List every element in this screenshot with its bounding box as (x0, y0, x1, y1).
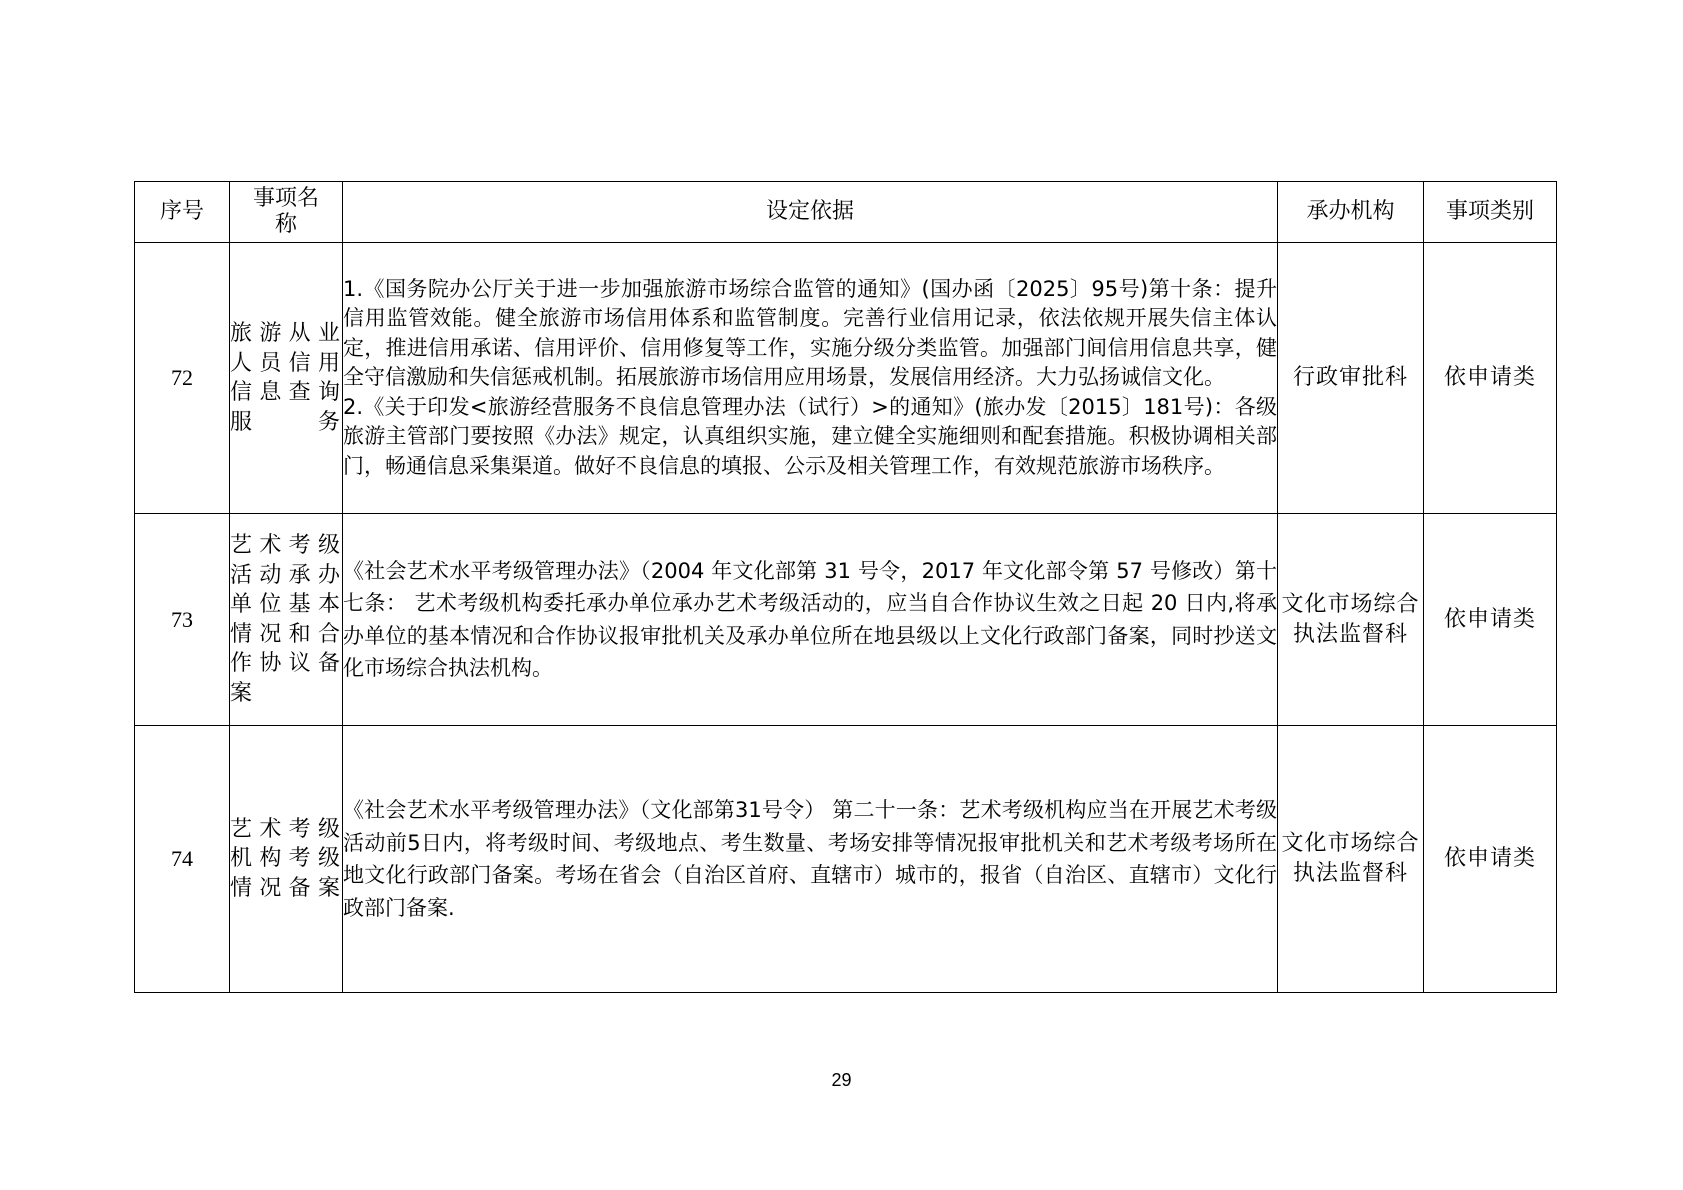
table-row (135, 514, 1557, 726)
row-index: 72 (135, 243, 230, 514)
row-name: 艺术考级活动承办单位基本情况和合作协议备案 (230, 514, 343, 726)
basis-paragraph: 《社会艺术水平考级管理办法》（文化部第31号令） 第二十一条：艺术考级机构应当在开展艺术考级活动前5日内，将考级时间、考级地点、考生数量、考场安排等情况报审批机关和艺术考级考场所在地文化行政部门备案。考场在省会（自治区首府、直辖市）城市的，报省（自治区、直辖市）文化行政部门备案. (343, 798, 1277, 920)
row-name: 旅游从业人员信用信息查询服务 (230, 243, 343, 514)
row-index: 74 (135, 726, 230, 993)
row-type: 依申请类 (1424, 243, 1557, 514)
row-org: 文化市场综合执法监督科 (1278, 726, 1424, 993)
table-row (135, 243, 1557, 514)
row-basis (343, 243, 1278, 514)
row-type: 依申请类 (1424, 514, 1557, 726)
basis-paragraph-2: 2.《关于印发<旅游经营服务不良信息管理办法（试行）>的通知》(旅办发〔2015〕181号)：各级旅游主管部门要按照《办法》规定，认真组织实施，建立健全实施细则和配套措施。积极协调相关部门，畅通信息采集渠道。做好不良信息的填报、公示及相关管理工作，有效规范旅游市场秩序。 (343, 394, 1277, 478)
row-basis (343, 514, 1278, 726)
header-type: 事项类别 (1424, 182, 1557, 243)
row-org: 文化市场综合执法监督科 (1278, 514, 1424, 726)
row-type: 依申请类 (1424, 726, 1557, 993)
row-name: 艺术考级机构考级情况备案 (230, 726, 343, 993)
row-index: 73 (135, 514, 230, 726)
row-org: 行政审批科 (1278, 243, 1424, 514)
row-basis (343, 726, 1278, 993)
table-row (135, 726, 1557, 993)
table-header-row (135, 182, 1557, 243)
header-index: 序号 (135, 182, 230, 243)
header-org: 承办机构 (1278, 182, 1424, 243)
matters-table (134, 181, 1557, 993)
header-name (230, 182, 343, 243)
basis-paragraph: 《社会艺术水平考级管理办法》（2004 年文化部第 31 号令，2017 年文化部令第 57 号修改）第十七条： 艺术考级机构委托承办单位承办艺术考级活动的，应当自合作协议生效之日起 20 日内,将承办单位的基本情况和合作协议报审批机关及承办单位所在地县级以上文化行政部门备案，同时抄送文化市场综合执法机构。 (343, 558, 1277, 680)
header-basis: 设定依据 (343, 182, 1278, 243)
header-name-text: 事项名称 (252, 186, 319, 237)
basis-paragraph-1: 1.《国务院办公厅关于进一步加强旅游市场综合监管的通知》(国办函〔2025〕95号)第十条：提升信用监管效能。健全旅游市场信用体系和监管制度。完善行业信用记录，依法依规开展失信主体认定，推进信用承诺、信用评价、信用修复等工作，实施分级分类监管。加强部门间信用信息共享，健全守信激励和失信惩戒机制。拓展旅游市场信用应用场景，发展信用经济。大力弘扬诚信文化。 (343, 276, 1277, 390)
page-number: 29 (831, 1070, 852, 1090)
